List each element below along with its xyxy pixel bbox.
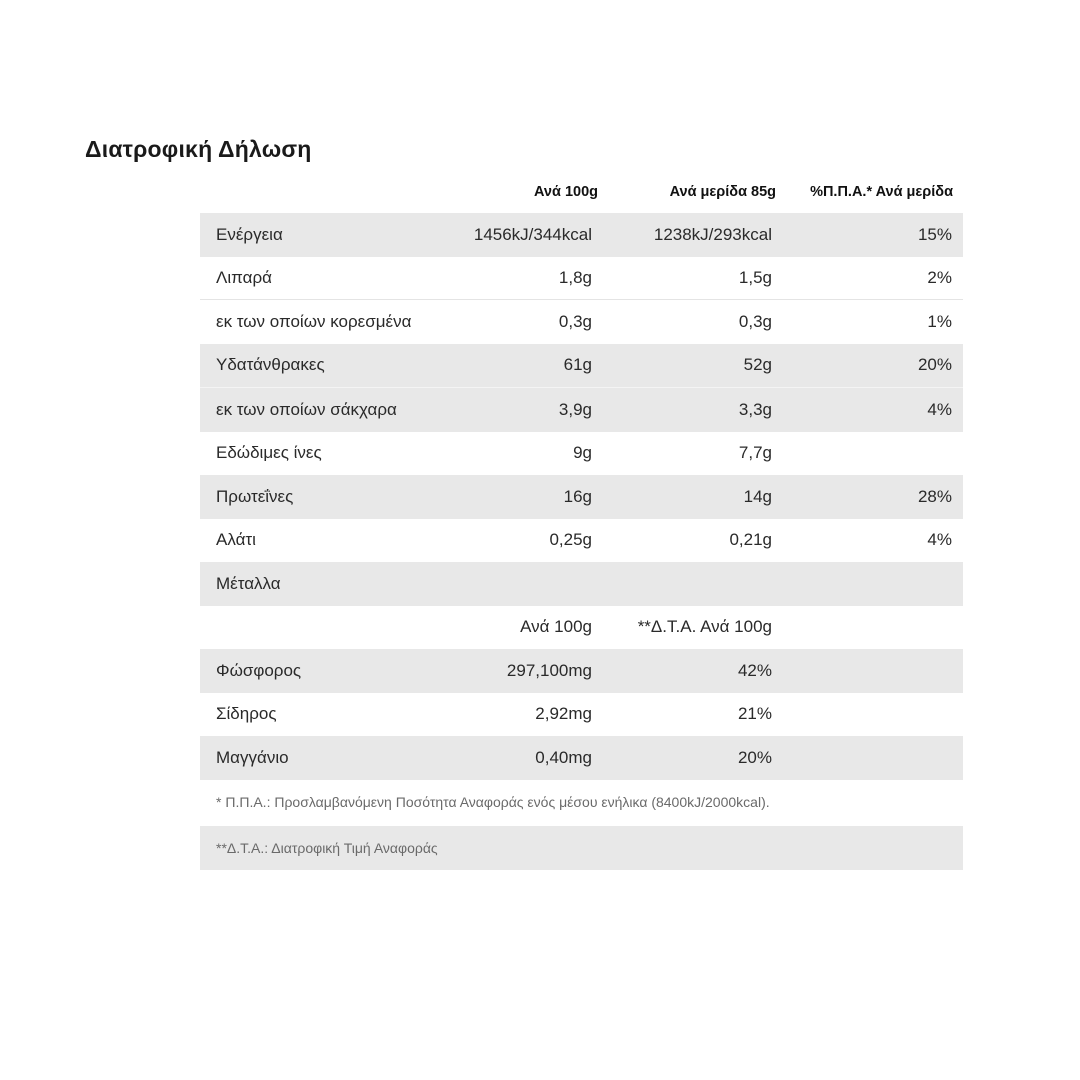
mineral-per-100g: 2,92mg [535, 704, 592, 724]
value-ri: 1% [927, 311, 952, 331]
header-ri-per-serving: %Π.Π.Α.* Ανά μερίδα [810, 184, 953, 200]
page-title: Διατροφική Δήλωση [85, 136, 312, 162]
table-row-manganese [200, 736, 963, 780]
table-row-iron [200, 693, 963, 737]
nutrient-name: Υδατάνθρακες [216, 355, 325, 375]
mineral-name: Φώσφορος [216, 660, 302, 680]
table-row-carbohydrates [200, 344, 963, 388]
nutrient-name: Εδώδιμες ίνες [216, 443, 322, 463]
footnote-ri: * Π.Π.Α.: Προσλαμβανόμενη Ποσότητα Αναφοράς ενός μέσου ενήλικα (8400kJ/2000kcal). [216, 793, 770, 810]
value-ri: 2% [927, 267, 952, 287]
value-per-100g: 0,25g [549, 530, 592, 550]
value-per-100g: 0,3g [558, 311, 592, 331]
value-ri: 28% [917, 486, 952, 506]
nutrient-name: εκ των οποίων κορεσμένα [216, 311, 412, 331]
nutrient-name: Ενέργεια [216, 224, 283, 244]
value-ri: 4% [927, 399, 952, 419]
mineral-per-100g: 297,100mg [506, 660, 592, 680]
table-header [200, 171, 963, 213]
header-per-serving: Ανά μερίδα 85g [669, 184, 776, 200]
table-row-salt [200, 519, 963, 563]
value-per-100g: 16g [563, 486, 592, 506]
header-per-100g: Ανά 100g [534, 184, 598, 200]
minerals-section-label [200, 562, 963, 606]
value-per-100g: 1456kJ/344kcal [473, 224, 592, 244]
minerals-subheader [200, 606, 963, 650]
value-ri: 4% [927, 530, 952, 550]
mineral-nrv: 21% [737, 704, 772, 724]
table-row-protein [200, 475, 963, 519]
value-per-100g: 1,8g [558, 267, 592, 287]
mineral-nrv: 20% [737, 747, 772, 767]
mineral-per-100g: 0,40mg [535, 747, 592, 767]
value-per-serving: 0,21g [729, 530, 772, 550]
mineral-name: Σίδηρος [216, 704, 277, 724]
mineral-nrv: 42% [737, 660, 772, 680]
nutrient-name: Πρωτεΐνες [216, 486, 294, 506]
table-row-fibre [200, 432, 963, 476]
table-row-sugars [200, 387, 963, 432]
table-row-phosphorus [200, 649, 963, 693]
value-per-serving: 0,3g [738, 311, 772, 331]
minerals-header-nrv: **Δ.Τ.Α. Ανά 100g [637, 617, 772, 637]
value-per-100g: 3,9g [558, 399, 592, 419]
value-per-serving: 14g [743, 486, 772, 506]
nutrient-name: Λιπαρά [216, 267, 272, 287]
value-per-serving: 1238kJ/293kcal [653, 224, 772, 244]
table-row-fat [200, 257, 963, 301]
mineral-name: Μαγγάνιο [216, 747, 289, 767]
value-per-serving: 1,5g [738, 267, 772, 287]
nutrient-name: Αλάτι [216, 530, 256, 550]
table-row-saturates [200, 300, 963, 344]
value-ri: 15% [917, 224, 952, 244]
value-per-serving: 52g [743, 355, 772, 375]
minerals-header-per-100g: Ανά 100g [520, 617, 592, 637]
nutrient-name: εκ των οποίων σάκχαρα [216, 399, 397, 419]
value-ri: 20% [917, 355, 952, 375]
value-per-serving: 3,3g [738, 399, 772, 419]
value-per-serving: 7,7g [738, 443, 772, 463]
table-row-energy [200, 213, 963, 257]
minerals-label: Μέταλλα [216, 573, 281, 593]
nutrition-table [200, 171, 963, 870]
value-per-100g: 61g [563, 355, 592, 375]
value-per-100g: 9g [573, 443, 592, 463]
footnote-nrv: **Δ.Τ.Α.: Διατροφική Τιμή Αναφοράς [200, 826, 963, 870]
